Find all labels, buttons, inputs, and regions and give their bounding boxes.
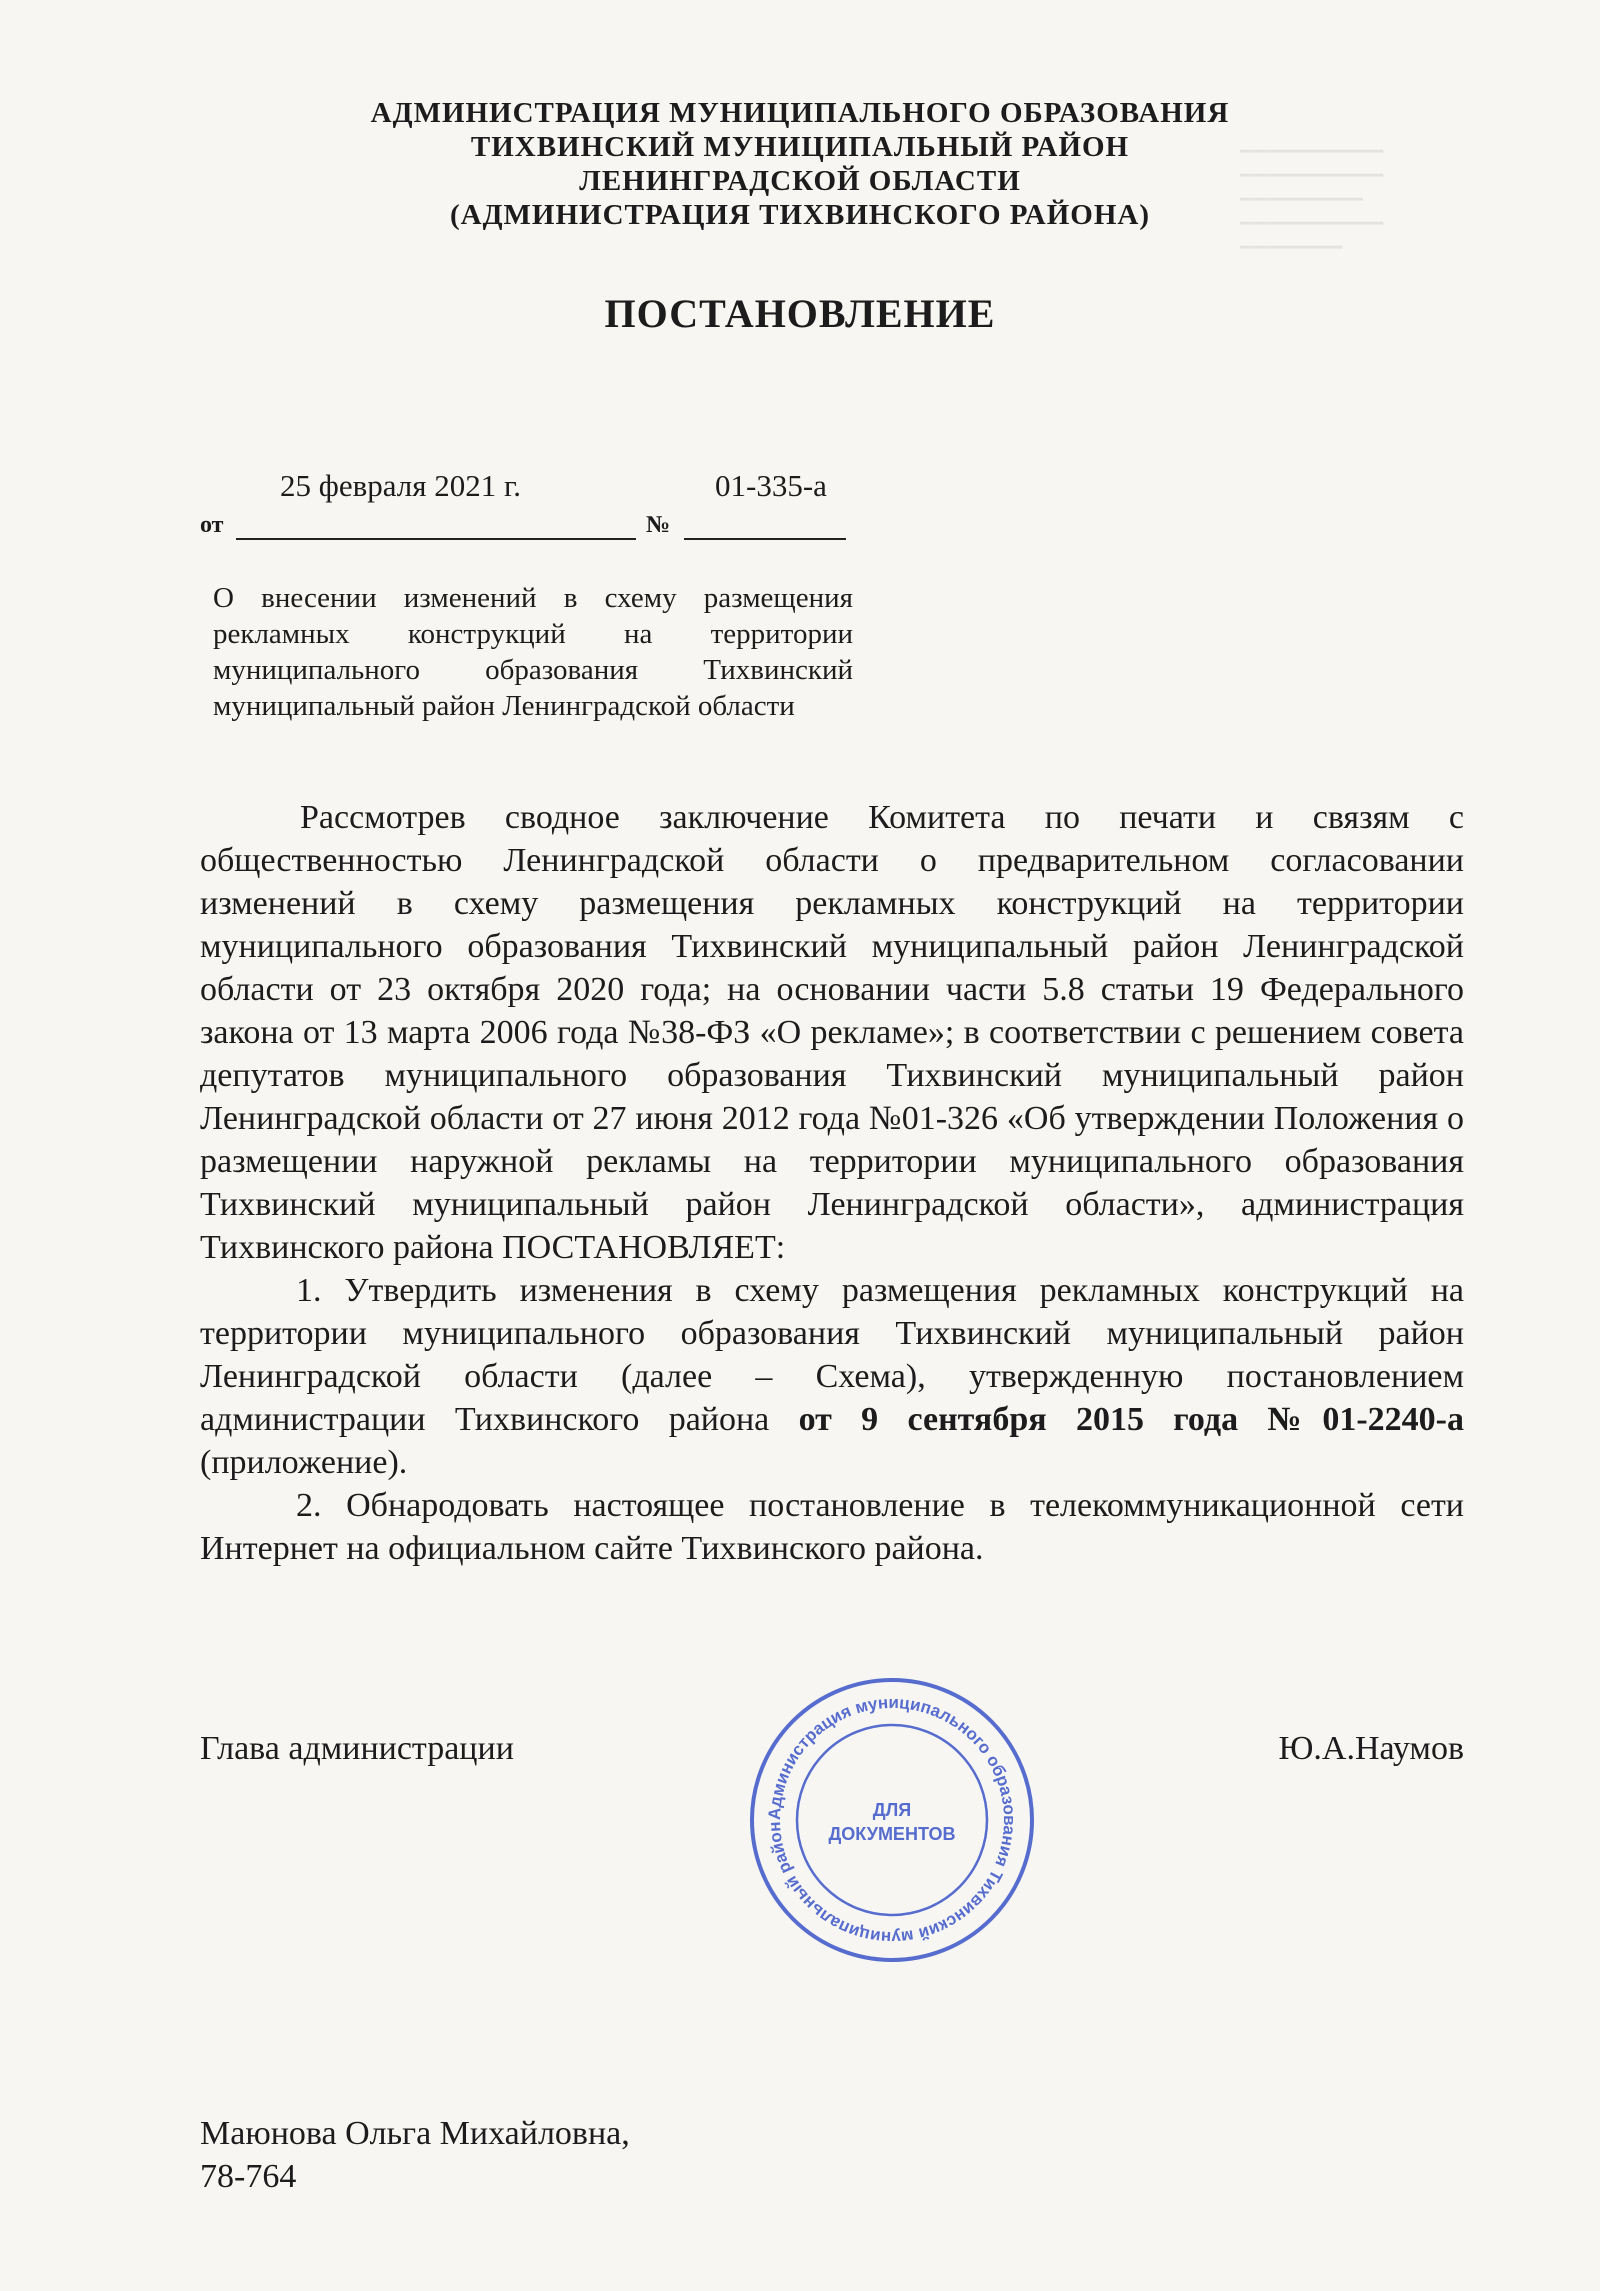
document-number: 01-335-а: [715, 468, 827, 503]
number-label: №: [646, 512, 671, 538]
seal-graphic: [742, 1670, 1042, 1970]
seal-inner-ring: [797, 1725, 987, 1915]
item-2: 2. Обнародовать настоящее постановление в телекоммуникационной сети Интернет на официальном сайте Тихвинского района.: [200, 1487, 1464, 1567]
registration-line: [200, 468, 860, 548]
preamble-paragraph: Рассмотрев сводное заключение Комитета по печати и связям с общественностью Ленинградской области о предварительном согласовании изменений в схему размещения рекламных конструкций на территории муниципального образования Тихвинский муниципальный район Ленинградской области от 23 октября 2020 года; на основании части 5.8 статьи 19 Федерального закона от 13 марта 2006 года №38-ФЗ «О рекламе»; в соответствии с решением совета депутатов муниципального образования Тихвинский муниципальный район Ленинградской области от 27 июня 2012 года №01-326 «Об утверждении Положения о размещении наружной рекламы на территории муниципального образования Тихвинский муниципальный район Ленинградской области», администрация Тихвинского района ПОСТАНОВЛЯЕТ:: [200, 799, 1464, 1266]
seal-center-line-1: ДЛЯ: [872, 1800, 912, 1820]
document-date: 25 февраля 2021 г.: [280, 468, 521, 503]
executor-name: Маюнова Ольга Михайловна,: [200, 2115, 630, 2152]
seal-outer-ring: [752, 1680, 1032, 1960]
number-underline: [684, 538, 846, 540]
executor-info: [200, 2112, 630, 2198]
header-line-1: АДМИНИСТРАЦИЯ МУНИЦИПАЛЬНОГО ОБРАЗОВАНИЯ: [370, 97, 1230, 129]
date-label: от: [200, 512, 224, 538]
document-title: ПОСТАНОВЛЕНИЕ: [604, 291, 996, 336]
item-1: [200, 1269, 1464, 1484]
bleed-through-text: ━━━━━━━━━━━━━━ ━━━━━━━━━━━━━━ ━━━━━━━━━━━━ ━━━━━━━━━━━━━━ ━━━━━━━━━━: [1240, 142, 1384, 257]
header-line-4: (АДМИНИСТРАЦИЯ ТИХВИНСКОГО РАЙОНА): [450, 199, 1150, 231]
official-seal: [742, 1670, 1042, 1970]
document-body: [200, 796, 1464, 1570]
item-1-bold: от 9 сентября 2015 года №01-2240-а: [798, 1401, 1465, 1438]
item-1-tail: (приложение).: [200, 1444, 408, 1481]
document-subject: О внесении изменений в схему размещения рекламных конструкций на территории муниципального образования Тихвинский муниципальный район Ленинградской области: [213, 582, 853, 722]
seal-center-line-2: ДОКУМЕНТОВ: [828, 1824, 956, 1844]
seal-ring-text: Администрация муниципального образования Тихвинский муниципальный район: [764, 1692, 1020, 1948]
signatory-position: Глава администрации: [200, 1730, 514, 1767]
signatory-name: Ю.А.Наумов: [1278, 1730, 1464, 1767]
header-line-3: ЛЕНИНГРАДСКОЙ ОБЛАСТИ: [579, 165, 1021, 197]
header-line-2: ТИХВИНСКИЙ МУНИЦИПАЛЬНЫЙ РАЙОН: [470, 131, 1130, 163]
date-underline: [236, 538, 636, 540]
executor-phone: 78-764: [200, 2158, 297, 2195]
org-header: [200, 96, 1400, 232]
item-1-text: 1. Утвердить изменения в схему размещения рекламных конструкций на территории муниципального образования Тихвинский муниципальный район Ленинградской области (далее – Схема), утвержденную постановлением администрации Тихвинского района: [200, 1272, 1464, 1438]
